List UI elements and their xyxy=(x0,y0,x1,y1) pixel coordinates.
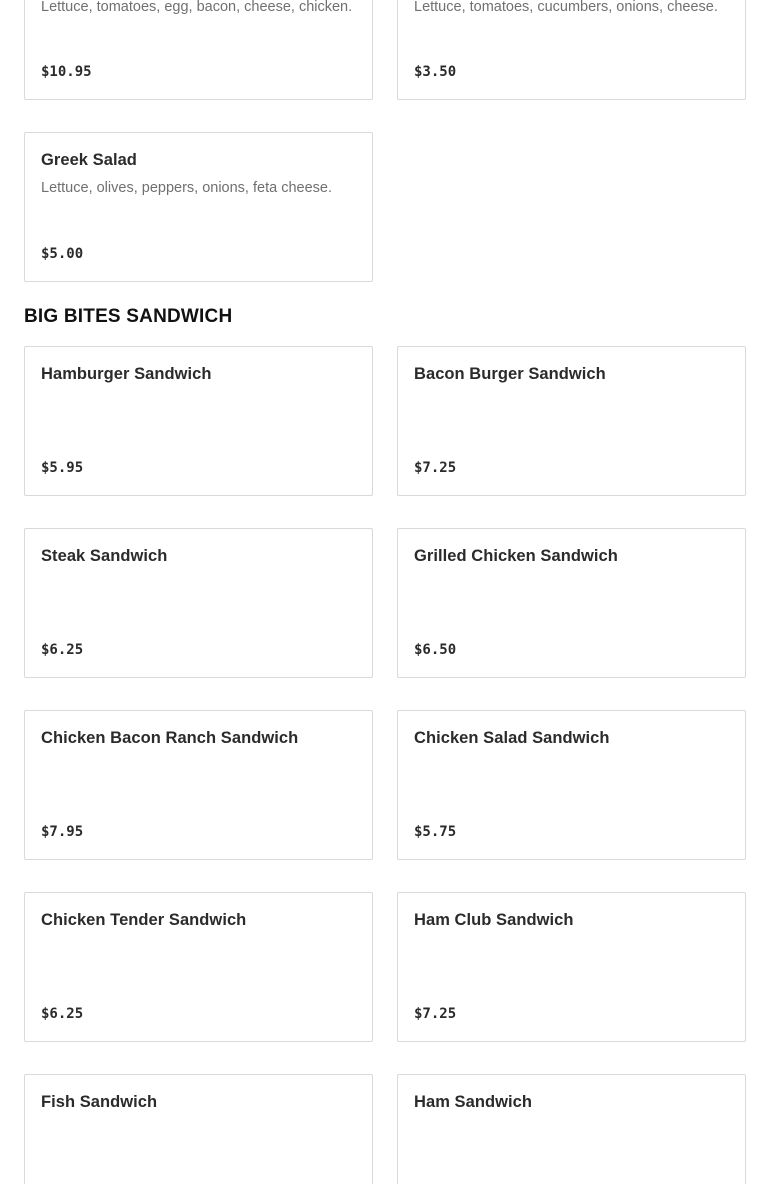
menu-item-card[interactable] xyxy=(24,710,373,860)
menu-item-price: $6.25 xyxy=(41,1006,84,1022)
menu-item-card[interactable] xyxy=(397,710,746,860)
menu-item-card[interactable] xyxy=(24,346,373,496)
menu-item-card[interactable] xyxy=(24,1074,373,1184)
menu-item-card[interactable] xyxy=(397,528,746,678)
menu-item-card[interactable] xyxy=(24,892,373,1042)
menu-item-price: $6.50 xyxy=(414,642,457,658)
section-title-big-bites: BIG BITES SANDWICH xyxy=(24,306,233,327)
menu-item-name: Fish Sandwich xyxy=(41,1093,158,1111)
menu-item-price: $7.25 xyxy=(414,460,457,476)
menu-item-name: Steak Sandwich xyxy=(41,547,168,565)
menu-item-name: Grilled Chicken Sandwich xyxy=(414,547,618,565)
menu-item-name: Hamburger Sandwich xyxy=(41,365,212,383)
menu-item-name: Bacon Burger Sandwich xyxy=(414,365,606,383)
menu-item-card[interactable] xyxy=(24,528,373,678)
menu-item-price: $7.25 xyxy=(414,1006,457,1022)
menu-item-name: Chicken Salad Sandwich xyxy=(414,729,610,747)
menu-item-card[interactable] xyxy=(397,892,746,1042)
menu-item-card[interactable] xyxy=(397,346,746,496)
menu-item-card[interactable] xyxy=(24,132,373,282)
menu-item-price: $7.95 xyxy=(41,824,84,840)
menu-item-description: Lettuce, tomatoes, egg, bacon, cheese, chicken. xyxy=(41,0,353,15)
menu-item-name: Chicken Bacon Ranch Sandwich xyxy=(41,729,299,747)
menu-item-price: $5.95 xyxy=(41,460,84,476)
menu-item-price: $3.50 xyxy=(414,64,457,80)
menu-item-description: Lettuce, olives, peppers, onions, feta cheese. xyxy=(41,180,332,196)
menu-item-price: $5.00 xyxy=(41,246,84,262)
menu-item-card[interactable] xyxy=(24,0,373,100)
menu-item-price: $6.25 xyxy=(41,642,84,658)
menu-item-price: $5.75 xyxy=(414,824,457,840)
menu-item-card[interactable] xyxy=(397,0,746,100)
menu-item-price: $10.95 xyxy=(41,64,92,80)
menu-item-description: Lettuce, tomatoes, cucumbers, onions, cheese. xyxy=(414,0,718,15)
menu-item-name: Chicken Tender Sandwich xyxy=(41,911,247,929)
menu-item-name: Ham Sandwich xyxy=(414,1093,532,1111)
menu-item-name: Ham Club Sandwich xyxy=(414,911,574,929)
menu-item-card[interactable] xyxy=(397,1074,746,1184)
menu-item-name: Greek Salad xyxy=(41,151,137,169)
